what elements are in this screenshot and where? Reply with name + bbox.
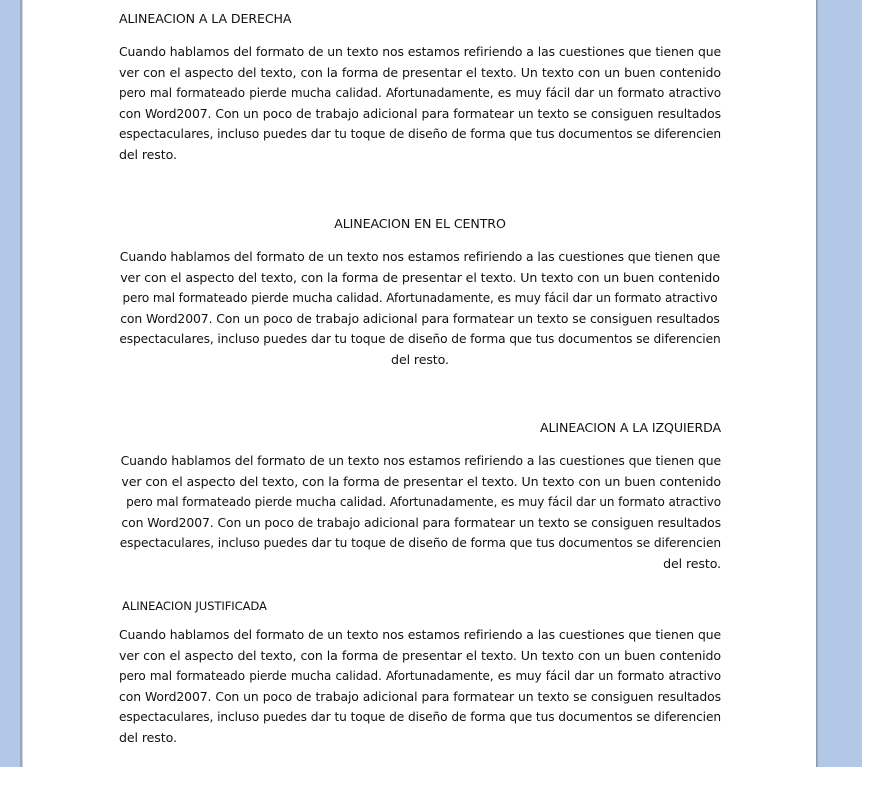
section-paragraph-izquierda[interactable] xyxy=(119,451,721,575)
paragraph-line: del resto. xyxy=(119,146,177,162)
section-heading-justificada: ALINEACION JUSTIFICADA xyxy=(122,599,267,613)
paragraph-line: pero mal formateado pierde mucha calidad. Afortunadamente, es muy fácil dar un formato atractivo xyxy=(119,669,721,684)
paragraph-line: del resto. xyxy=(391,351,449,367)
paragraph-line: espectaculares, incluso puedes dar tu toque de diseño de forma que tus documentos se diferencien xyxy=(119,332,721,347)
section-paragraph-centro[interactable] xyxy=(119,247,721,371)
section-heading-izquierda: ALINEACION A LA IZQUIERDA xyxy=(540,420,721,435)
section-heading-centro: ALINEACION EN EL CENTRO xyxy=(334,216,506,231)
paragraph-line: del resto. xyxy=(663,555,721,571)
paragraph-line: Cuando hablamos del formato de un texto nos estamos refiriendo a las cuestiones que tienen que xyxy=(119,44,721,59)
paragraph-line: Cuando hablamos del formato de un texto nos estamos refiriendo a las cuestiones que tienen que xyxy=(119,249,721,264)
paragraph-line: espectaculares, incluso puedes dar tu toque de diseño de forma que tus documentos se diferencien xyxy=(119,710,721,725)
paragraph-line: pero mal formateado pierde mucha calidad. Afortunadamente, es muy fácil dar un formato atractivo xyxy=(126,495,721,510)
paragraph-line: con Word2007. Con un poco de trabajo adicional para formatear un texto se consiguen resultados xyxy=(119,105,721,121)
paragraph-line: ver con el aspecto del texto, con la forma de presentar el texto. Un texto con un buen contenido xyxy=(119,64,721,80)
paragraph-line: espectaculares, incluso puedes dar tu toque de diseño de forma que tus documentos se diferencien xyxy=(119,536,721,551)
paragraph-line: pero mal formateado pierde mucha calidad. Afortunadamente, es muy fácil dar un formato atractivo xyxy=(119,86,721,101)
section-paragraph-derecha[interactable] xyxy=(119,42,721,166)
section-heading-derecha: ALINEACION A LA DERECHA xyxy=(119,11,292,26)
document-page[interactable] xyxy=(22,0,817,767)
paragraph-line: Cuando hablamos del formato de un texto nos estamos refiriendo a las cuestiones que tienen que xyxy=(119,627,721,642)
paragraph-line: pero mal formateado pierde mucha calidad. Afortunadamente, es muy fácil dar un formato atractivo xyxy=(122,291,718,306)
paragraph-line: con Word2007. Con un poco de trabajo adicional para formatear un texto se consiguen resultados xyxy=(119,688,721,704)
paragraph-line: ver con el aspecto del texto, con la forma de presentar el texto. Un texto con un buen contenido xyxy=(119,647,721,663)
paragraph-line: ver con el aspecto del texto, con la forma de presentar el texto. Un texto con un buen contenido xyxy=(120,269,720,285)
section-paragraph-justificada[interactable] xyxy=(119,625,721,749)
paragraph-line: Cuando hablamos del formato de un texto nos estamos refiriendo a las cuestiones que tienen que xyxy=(120,453,721,468)
paragraph-line: ver con el aspecto del texto, con la forma de presentar el texto. Un texto con un buen contenido xyxy=(121,473,721,489)
paragraph-line: del resto. xyxy=(119,729,177,745)
paragraph-line: con Word2007. Con un poco de trabajo adicional para formatear un texto se consiguen resultados xyxy=(121,514,721,530)
paragraph-line: con Word2007. Con un poco de trabajo adicional para formatear un texto se consiguen resultados xyxy=(120,310,720,326)
paragraph-line: espectaculares, incluso puedes dar tu toque de diseño de forma que tus documentos se diferencien xyxy=(119,127,721,142)
